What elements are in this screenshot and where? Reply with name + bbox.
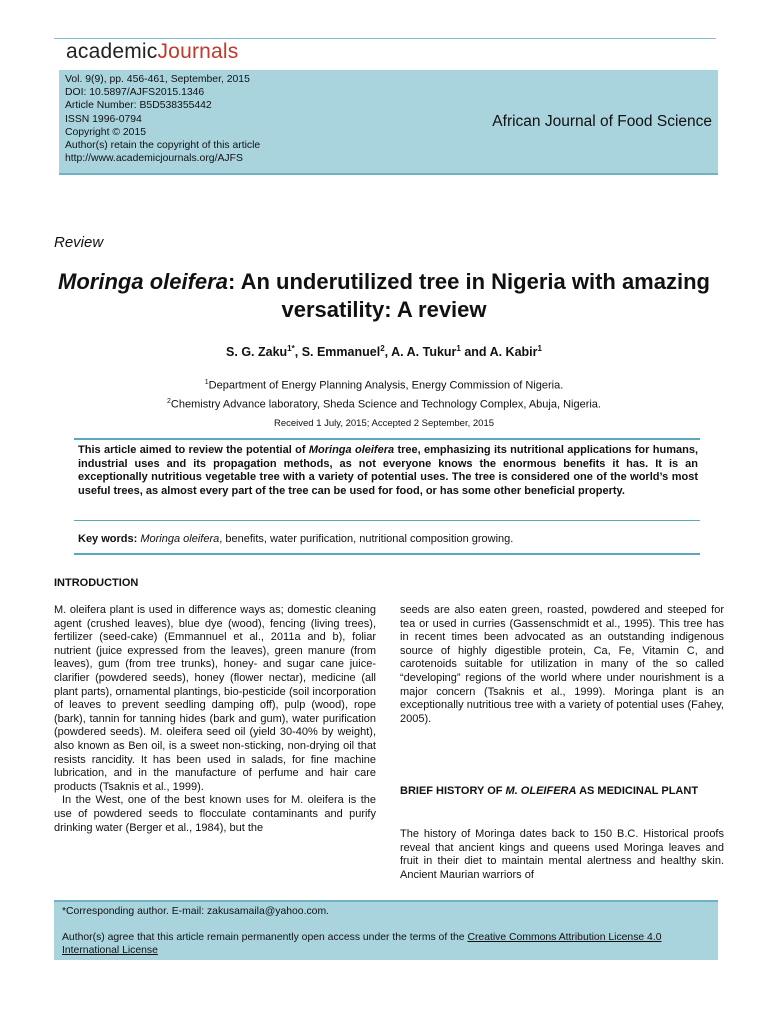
- meta-issn: ISSN 1996-0794: [65, 113, 142, 125]
- meta-doi[interactable]: DOI: 10.5897/AJFS2015.1346: [65, 87, 205, 99]
- article-info-box: [59, 70, 718, 175]
- body-paragraph: The history of Moringa dates back to 150 B.C. Historical proofs reveal that ancient kings and queens used Moringa leaves and fruit in their diet to maintain mental alertness and healthy skin. Ancient Maurian warriors of: [400, 828, 724, 881]
- article-title: [40, 268, 728, 324]
- title-species: Moringa oleifera: [58, 269, 228, 294]
- affiliation-item: [0, 375, 768, 394]
- author-name: S. Emmanuel: [301, 345, 381, 360]
- meta-url[interactable]: http://www.academicjournals.org/AJFS: [65, 153, 243, 165]
- header-top-rule: [54, 38, 716, 39]
- intro-paragraph: M. oleifera plant is used in difference ways as; domestic cleaning agent (crushed leaves), blue dye (wood), fencing (living trees), fertilizer (seed-cake) (Emmannuel et al., 2011a and b), foliar nutrient (juice expressed from the leaves), green manure (from leaves), gum (from tree trunks), honey- and sugar cane juice-clarifier (powdered seeds), honey (flower nectar), medicine (all plant parts), ornamental plantings, bio-pesticide (soil incorporation of leaves to prevent seedling damping off), pulp (wood), rope (bark), tannin for tanning hides (bark and gum), water purification (powdered seeds). M. oleifera seed oil (yield 30-40% by weight), also known as Ben oil, is a sweet non-sticking, non-drying oil that resists rancidity. It has been used in salads, for fine machine lubrication, and in the manufacture of perfume and hair care products (Tsaknis et al., 1999).: [54, 604, 376, 793]
- introduction-heading: INTRODUCTION: [54, 577, 139, 589]
- keywords: [78, 533, 513, 545]
- corresponding-author[interactable]: *Corresponding author. E-mail: zakusamaila@yahoo.com.: [62, 906, 329, 917]
- keywords-rest: , benefits, water purification, nutritional composition growing.: [219, 533, 514, 545]
- intro-paragraph: In the West, one of the best known uses for M. oleifera is the use of powdered seeds to flocculate contaminants and purify drinking water (Berger et al., 1984), but the: [54, 794, 376, 834]
- body-paragraph: seeds are also eaten green, roasted, powdered and steeped for tea or used in curries (Gassenschmidt et al., 1995). This tree has in recent times been advocated as an outstanding indigenous source of highly digestible protein, Ca, Fe, Vitamin C, and carotenoids suitable for utilization in many of the so called “developing” regions of the world where under nourishment is a major concern (Tsaknis et al., 1999). Moringa plant is an exceptionally nutritious tree with a variety of potential uses (Fahey, 2005).: [400, 604, 724, 725]
- author-separator: and: [460, 345, 490, 360]
- keyword-species: Moringa oleifera: [140, 533, 220, 545]
- affiliation-sup: 1: [204, 379, 209, 386]
- section-label: Review: [54, 234, 104, 251]
- received-dates: Received 1 July, 2015; Accepted 2 September, 2015: [273, 418, 495, 429]
- author-separator: ,: [384, 345, 392, 360]
- affiliation-text: Chemistry Advance laboratory, Sheda Science and Technology Complex, Abuja, Nigeria.: [170, 398, 601, 411]
- affiliation-text: Department of Energy Planning Analysis, Energy Commission of Nigeria.: [208, 379, 564, 392]
- right-column: [400, 604, 724, 726]
- meta-volume: Vol. 9(9), pp. 456-461, September, 2015: [65, 74, 250, 85]
- author-affil-sup: 1: [537, 344, 542, 353]
- brief-history-heading: [400, 784, 724, 799]
- author-name: A. Kabir: [489, 345, 538, 360]
- author-separator: ,: [294, 345, 302, 360]
- abstract-text: [78, 444, 698, 498]
- author-affil-sup: 2: [380, 344, 385, 353]
- keywords-label: Key words:: [78, 533, 138, 545]
- title-rest: : An underutilized tree in Nigeria with amazing versatility: A review: [227, 269, 710, 322]
- author-list: [0, 344, 768, 359]
- abstract-box: [74, 438, 700, 555]
- logo-text-academic: academic: [66, 40, 158, 63]
- keywords-divider: [74, 520, 700, 521]
- logo-text-journals: Journals: [157, 40, 239, 63]
- meta-article-number: Article Number: B5D538355442: [65, 100, 212, 112]
- journal-name: African Journal of Food Science: [492, 113, 712, 130]
- affiliations: [0, 375, 768, 412]
- abstract-species: Moringa oleifera: [308, 444, 395, 456]
- footer-notes: [54, 900, 718, 960]
- affiliation-item: [0, 394, 768, 413]
- heading-part: BRIEF HISTORY OF: [400, 785, 506, 797]
- meta-rights: Author(s) retain the copyright of this article: [65, 140, 261, 152]
- meta-copyright: Copyright © 2015: [65, 126, 147, 138]
- abstract-part: This article aimed to review the potential of: [78, 444, 309, 456]
- heading-species: M. OLEIFERA: [505, 785, 577, 797]
- article-meta: [65, 73, 260, 165]
- abstract-part: tree, emphasizing its nutritional applications for humans, industrial uses and its propagation methods, as not everyone knows the enormous benefits it has. It is an exceptionally nutritious vegetable tree with a variety of potential uses. The tree is considered one of the world’s most useful trees, as almost every part of the tree can be used for food, or has some other beneficial property.: [78, 444, 699, 497]
- license-link[interactable]: Creative Commons Attribution License 4.0 International License: [62, 932, 662, 956]
- license-note: [62, 932, 712, 957]
- affiliation-sup: 2: [167, 397, 171, 405]
- heading-part: AS MEDICINAL PLANT: [576, 785, 699, 797]
- author-affil-sup: 1: [456, 344, 461, 353]
- brief-history-text: [400, 828, 724, 882]
- publisher-logo[interactable]: [66, 40, 238, 64]
- license-text: Author(s) agree that this article remain permanently open access under the terms of the: [62, 932, 468, 943]
- author-name: S. G. Zaku: [226, 345, 288, 360]
- author-affil-sup: 1*: [287, 344, 295, 353]
- left-column: [54, 604, 376, 835]
- author-name: A. A. Tukur: [391, 345, 457, 360]
